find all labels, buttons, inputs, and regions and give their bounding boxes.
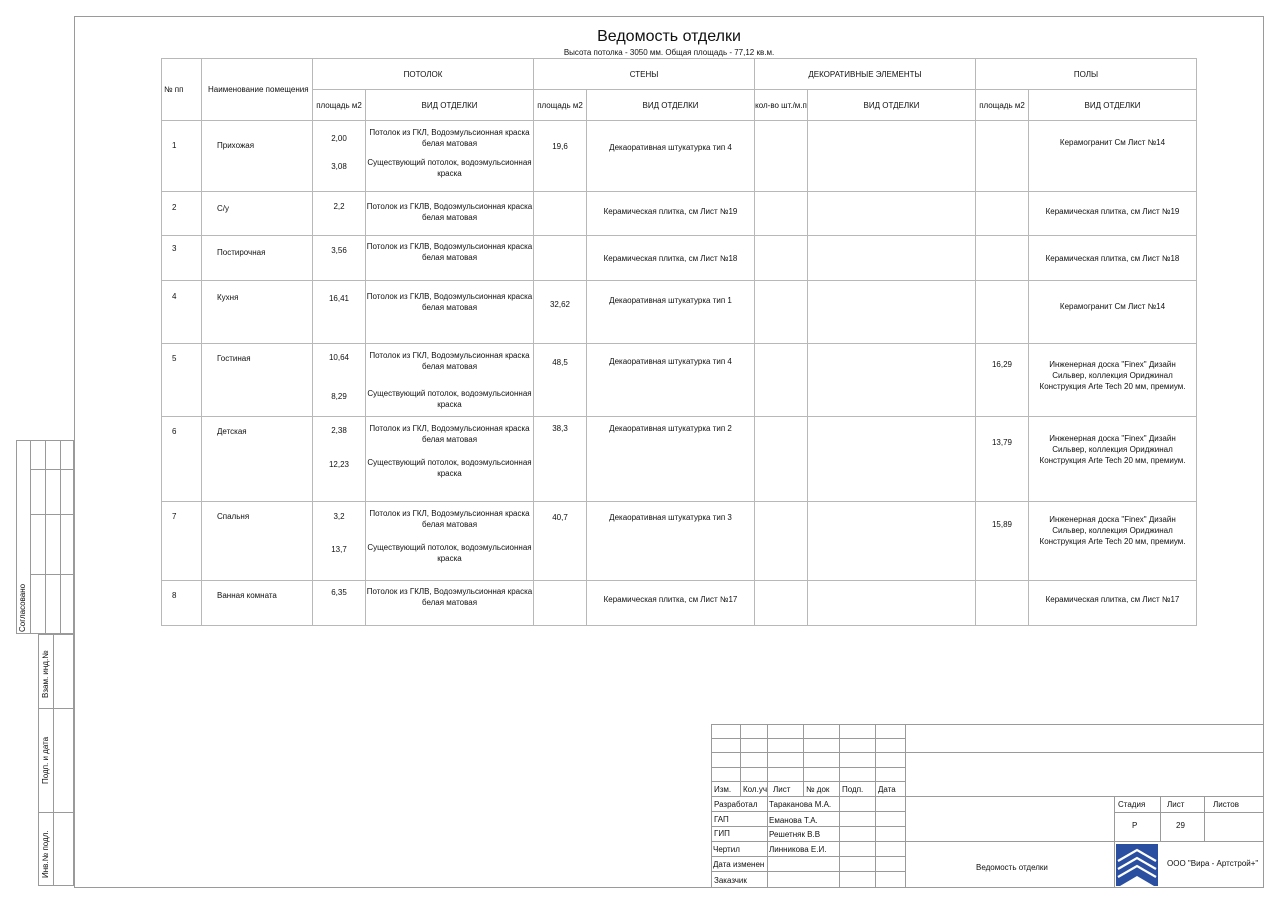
ceiling-finish: Потолок из ГКЛ, Водоэмульсионная краска белая матовая [369, 509, 530, 529]
decor-finish [808, 344, 976, 417]
floors-area: 15,89 [976, 502, 1029, 581]
floors-finish: Инженерная доска "Finex" Дизайн Сильвер, коллекция Ориджинал Конструкция Arte Tech 20 мм, премиум. [1029, 344, 1197, 417]
inv-label: Инв.№ подл. [41, 830, 50, 878]
role-gap: ГАП [714, 815, 729, 824]
walls-finish: Декаоративная штукатурка тип 2 [587, 417, 755, 502]
row-number: 7 [162, 502, 202, 581]
floors-area [976, 236, 1029, 281]
header-num: № пп [162, 59, 202, 121]
floors-area [976, 121, 1029, 192]
decor-finish [808, 236, 976, 281]
sheet-label: Лист [1167, 800, 1185, 809]
header-floors-area: площадь м2 [976, 90, 1029, 121]
ceiling-area-2: 8,29 [331, 392, 347, 401]
ceiling-finish-2: Существующий потолок, водоэмульсионная краска [367, 158, 532, 178]
sheets-label: Листов [1213, 800, 1239, 809]
floors-finish: Инженерная доска "Finex" Дизайн Сильвер, коллекция Ориджинал Конструкция Arte Tech 20 мм, премиум. [1029, 417, 1197, 502]
decor-qty [755, 581, 808, 626]
header-decor-qty: кол-во шт./м.п [755, 90, 808, 121]
room-name: Гостиная [202, 344, 313, 417]
header-decor-finish: ВИД ОТДЕЛКИ [808, 90, 976, 121]
role-change-date: Дата изменен [713, 860, 765, 869]
floors-area [976, 192, 1029, 236]
floors-finish: Керамическая плитка, см Лист №17 [1029, 581, 1197, 626]
walls-finish: Декаоративная штукатурка тип 4 [587, 344, 755, 417]
finishing-schedule-table [161, 58, 1197, 626]
ceiling-finish: Потолок из ГКЛ, Водоэмульсионная краска белая матовая [369, 128, 530, 148]
company-logo-icon [1116, 844, 1158, 886]
ceiling-finish: Потолок из ГКЛВ, Водоэмульсионная краска белая матовая [366, 581, 534, 626]
page-subtitle: Высота потолка - 3050 мм. Общая площадь - 77,12 кв.м. [563, 48, 775, 57]
col-date: Дата [878, 785, 896, 794]
ceiling-area-2: 3,08 [331, 162, 347, 171]
ceiling-area: 6,35 [313, 581, 366, 626]
walls-area: 19,6 [534, 121, 587, 192]
header-walls-finish: ВИД ОТДЕЛКИ [587, 90, 755, 121]
walls-finish: Керамическая плитка, см Лист №17 [587, 581, 755, 626]
role-customer: Заказчик [714, 876, 747, 885]
ceiling-area: 2,38 [331, 426, 347, 435]
row-number: 1 [162, 121, 202, 192]
walls-area [534, 192, 587, 236]
row-number: 5 [162, 344, 202, 417]
col-izm: Изм. [714, 785, 732, 794]
walls-finish: Декаоративная штукатурка тип 4 [587, 121, 755, 192]
decor-finish [808, 121, 976, 192]
sheet-value: 29 [1176, 821, 1185, 830]
col-kolvo: Кол.уч [743, 785, 767, 794]
floors-finish: Керамогранит См Лист №14 [1029, 121, 1197, 192]
col-list: Лист [773, 785, 791, 794]
ceiling-finish-2: Существующий потолок, водоэмульсионная краска [367, 458, 532, 478]
room-name: Детская [202, 417, 313, 502]
table-row [162, 236, 1197, 281]
col-doc: № док [806, 785, 830, 794]
ceiling-area: 2,00 [331, 134, 347, 143]
room-name: Прихожая [202, 121, 313, 192]
ceiling-area: 16,41 [313, 281, 366, 344]
row-number: 4 [162, 281, 202, 344]
stage-value: Р [1132, 821, 1138, 830]
decor-qty [755, 281, 808, 344]
ceiling-area-2: 12,23 [328, 460, 350, 469]
company-name: ООО "Вира - Артстрой+" [1167, 859, 1259, 868]
walls-area [534, 236, 587, 281]
role-drafter: Чертил [713, 845, 740, 854]
row-number: 2 [162, 192, 202, 236]
ceiling-area: 3,56 [313, 236, 366, 281]
ceiling-area: 2,2 [313, 192, 366, 236]
header-ceiling-area: площадь м2 [313, 90, 366, 121]
name-gap: Еманова Т.А. [769, 816, 818, 825]
floors-finish: Керамическая плитка, см Лист №18 [1029, 236, 1197, 281]
row-number: 3 [162, 236, 202, 281]
header-ceiling-finish: ВИД ОТДЕЛКИ [366, 90, 534, 121]
table-row [162, 281, 1197, 344]
walls-finish: Керамическая плитка, см Лист №18 [587, 236, 755, 281]
vzam-label: Взам. инд.№ [41, 650, 50, 698]
walls-finish: Декаоративная штукатурка тип 3 [587, 502, 755, 581]
ceiling-finish: Потолок из ГКЛВ, Водоэмульсионная краска белая матовая [366, 281, 534, 344]
header-floors: ПОЛЫ [976, 59, 1197, 90]
role-gip: ГИП [714, 829, 730, 838]
page-title: Ведомость отделки [597, 28, 741, 45]
name-gip: Решетняк В.В [769, 830, 821, 839]
ceiling-finish: Потолок из ГКЛВ, Водоэмульсионная краска белая матовая [366, 236, 534, 281]
table-row [162, 192, 1197, 236]
decor-finish [808, 192, 976, 236]
floors-area: 16,29 [976, 344, 1029, 417]
walls-area [534, 581, 587, 626]
role-developer: Разработал [714, 800, 758, 809]
floors-area: 13,79 [976, 417, 1029, 502]
walls-finish: Декаоративная штукатурка тип 1 [587, 281, 755, 344]
decor-qty [755, 417, 808, 502]
decor-finish [808, 417, 976, 502]
decor-finish [808, 581, 976, 626]
header-decor: ДЕКОРАТИВНЫЕ ЭЛЕМЕНТЫ [755, 59, 976, 90]
room-name: Спальня [202, 502, 313, 581]
ceiling-area: 3,2 [333, 512, 345, 521]
ceiling-area: 10,64 [328, 353, 350, 362]
stage-label: Стадия [1118, 800, 1146, 809]
ceiling-finish-2: Существующий потолок, водоэмульсионная краска [367, 543, 532, 563]
decor-qty [755, 121, 808, 192]
header-room: Наименование помещения [202, 59, 313, 121]
table-row [162, 581, 1197, 626]
table-row [162, 121, 1197, 192]
floors-area [976, 281, 1029, 344]
header-walls-area: площадь м2 [534, 90, 587, 121]
header-ceiling: ПОТОЛОК [313, 59, 534, 90]
table-row [162, 344, 1197, 417]
floors-finish: Инженерная доска "Finex" Дизайн Сильвер, коллекция Ориджинал Конструкция Arte Tech 20 мм, премиум. [1029, 502, 1197, 581]
room-name: Ванная комната [202, 581, 313, 626]
walls-area: 32,62 [534, 281, 587, 344]
decor-qty [755, 502, 808, 581]
floors-area [976, 581, 1029, 626]
walls-area: 48,5 [534, 344, 587, 417]
ceiling-area-2: 13,7 [331, 545, 347, 554]
ceiling-finish: Потолок из ГКЛ, Водоэмульсионная краска белая матовая [369, 424, 530, 444]
floors-finish: Керамогранит См Лист №14 [1029, 281, 1197, 344]
decor-finish [808, 281, 976, 344]
podp-label: Подп. и дата [41, 736, 50, 784]
room-name: Кухня [202, 281, 313, 344]
ceiling-finish-2: Существующий потолок, водоэмульсионная краска [367, 389, 532, 409]
col-podp: Подп. [842, 785, 864, 794]
table-row [162, 502, 1197, 581]
room-name: Постирочная [202, 236, 313, 281]
name-developer: Тараканова М.А. [769, 800, 832, 809]
row-number: 6 [162, 417, 202, 502]
room-name: С/у [202, 192, 313, 236]
ceiling-finish: Потолок из ГКЛ, Водоэмульсионная краска белая матовая [369, 351, 530, 371]
row-number: 8 [162, 581, 202, 626]
walls-area: 40,7 [534, 502, 587, 581]
header-walls: СТЕНЫ [534, 59, 755, 90]
agreed-label: Согласовано [18, 583, 27, 632]
name-drafter: Линникова Е.И. [769, 845, 827, 854]
doc-title: Ведомость отделки [976, 863, 1048, 872]
ceiling-finish: Потолок из ГКЛВ, Водоэмульсионная краска белая матовая [366, 192, 534, 236]
decor-qty [755, 236, 808, 281]
decor-qty [755, 344, 808, 417]
walls-area: 38,3 [534, 417, 587, 502]
floors-finish: Керамическая плитка, см Лист №19 [1029, 192, 1197, 236]
walls-finish: Керамическая плитка, см Лист №19 [587, 192, 755, 236]
decor-qty [755, 192, 808, 236]
header-floors-finish: ВИД ОТДЕЛКИ [1029, 90, 1197, 121]
table-row [162, 417, 1197, 502]
decor-finish [808, 502, 976, 581]
